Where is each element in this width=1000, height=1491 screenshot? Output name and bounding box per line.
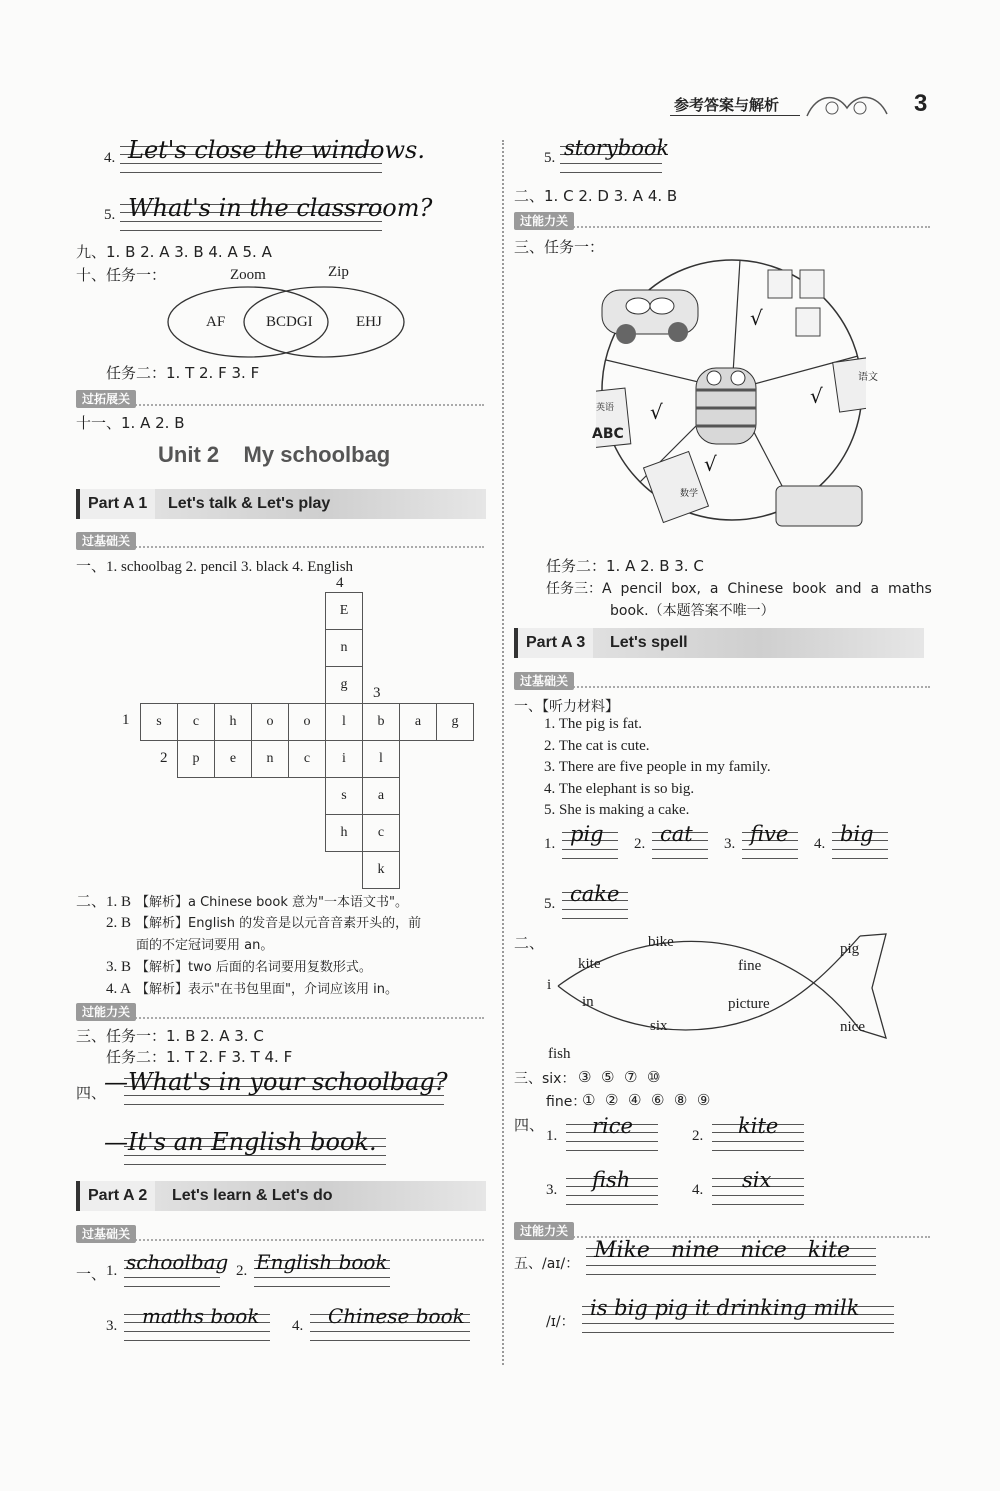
part-a1-label: Part A 1 xyxy=(76,489,155,519)
a2-word-no: 3. xyxy=(106,1318,118,1334)
a1-q4-line2: —It's an English book. xyxy=(124,1138,386,1164)
a1-q2-no: 3. B xyxy=(106,959,132,975)
wheel-check-3: √ xyxy=(650,400,663,424)
spell-word-5: cake xyxy=(562,892,628,918)
fish-six: six xyxy=(650,1018,668,1034)
fish-diagram xyxy=(540,930,890,1040)
q3a-label: 三、six： xyxy=(514,1071,576,1087)
left-q10-label: 十、任务一： xyxy=(76,266,167,284)
tag-skill-1: 过能力关 xyxy=(76,1003,484,1021)
cw-cell: a xyxy=(400,704,437,741)
a1-q2-text: 面的不定冠词要用 an。 xyxy=(136,938,274,953)
part-a1-banner xyxy=(76,489,486,519)
cw-cell: o xyxy=(289,704,326,741)
cw-cell: k xyxy=(363,852,400,889)
spell-word-2: cat xyxy=(652,832,708,858)
wheel-maths-label: 数学 xyxy=(680,489,699,499)
cw-cell: E xyxy=(326,593,363,630)
left-q4-answer: Let's close the windows. xyxy=(120,146,382,172)
unit-title: Unit 2 My schoolbag xyxy=(158,442,391,467)
venn-both: BCDGI xyxy=(266,314,313,330)
right-q5-answer: storybook xyxy=(560,146,662,172)
listen-list xyxy=(544,716,771,824)
column-divider xyxy=(502,140,504,1365)
a1-q2-no: 4. A xyxy=(106,981,132,997)
cw-cell: h xyxy=(326,815,363,852)
wheel-check-4: √ xyxy=(704,452,717,476)
header-rule xyxy=(670,115,800,116)
cw-cell: i xyxy=(326,741,363,778)
a1-q1: 一、1. schoolbag 2. pencil 3. black 4. English xyxy=(76,559,354,575)
fish-in: in xyxy=(582,994,594,1010)
part-a3-banner xyxy=(514,628,924,658)
venn-left-name: Zoom xyxy=(230,267,266,283)
right-q4-label: 四、 xyxy=(514,1116,545,1134)
venn-right-name: Zip xyxy=(328,264,349,280)
cw-cell: l xyxy=(326,704,363,741)
wheel-chinese-label: 语文 xyxy=(858,372,878,383)
task3-a: 任务三：A pencil box, a Chinese book and a maths xyxy=(546,581,932,597)
right-q4-no: 3. xyxy=(546,1182,558,1198)
cw-cell: s xyxy=(326,778,363,815)
fish-kite: kite xyxy=(578,956,601,972)
wheel-english-label: 英语 xyxy=(596,403,615,413)
right-q3-label: 三、任务一： xyxy=(514,238,605,256)
left-q9: 九、1. B 2. A 3. B 4. A 5. A xyxy=(76,243,272,261)
cw-cell: c xyxy=(289,741,326,778)
fish-bike: bike xyxy=(648,934,674,950)
a2-word-no: 2. xyxy=(236,1263,248,1279)
cw-cell: n xyxy=(252,741,289,778)
q5b-answer: is big pig it drinking milk xyxy=(582,1306,894,1332)
right-q2: 二、1. C 2. D 3. A 4. B xyxy=(514,187,678,205)
schoolbag-icon xyxy=(696,368,756,444)
a1-q4-label: 四、 xyxy=(76,1084,107,1102)
right-q5-label: 5. xyxy=(544,150,556,166)
wheel-check-2: √ xyxy=(810,384,823,408)
task2: 任务二：1. A 2. B 3. C xyxy=(546,557,704,575)
a1-q2-block xyxy=(76,890,496,1000)
a2-word-4: Chinese book xyxy=(310,1314,470,1340)
fish-q-label: 二、 xyxy=(514,934,545,952)
spell-word-1: pig xyxy=(562,832,618,858)
q5a-answer: Mike nine nice kite xyxy=(586,1248,876,1274)
a2-word-2: English book xyxy=(254,1260,390,1286)
listen-item: 1. The pig is fat. xyxy=(544,716,643,732)
listen-item: 2. The cat is cute. xyxy=(544,737,650,754)
venn-left-only: AF xyxy=(206,314,226,330)
q5b-label: /ɪ/： xyxy=(546,1314,575,1330)
part-a2-banner xyxy=(76,1181,486,1211)
page-number: 3 xyxy=(914,90,928,117)
spell-no: 1. xyxy=(544,836,556,852)
venn-right-only: EHJ xyxy=(356,314,382,330)
right-q4-no: 1. xyxy=(546,1128,558,1144)
a1-q2-text: 【解析】a Chinese book 意为"一本语文书"。 xyxy=(136,895,408,910)
crossword-grid xyxy=(140,592,474,889)
listen-item: 5. She is making a cake. xyxy=(544,802,690,818)
cw-cell: s xyxy=(141,704,178,741)
a1-q4-line1: —What's in your schoolbag? xyxy=(124,1078,444,1104)
fish-fine: fine xyxy=(738,958,762,974)
left-q5-label: 5. xyxy=(104,207,116,223)
part-a2-title: Let's learn & Let's do xyxy=(172,1187,333,1204)
cw-cell: h xyxy=(215,704,252,741)
right-q4-word-3: fish xyxy=(566,1178,658,1204)
right-q4-word-2: kite xyxy=(712,1124,804,1150)
a1-q2-text: 【解析】表示"在书包里面"，介词应该用 in。 xyxy=(136,982,398,997)
right-q4-word-1: rice xyxy=(566,1124,658,1150)
a1-q2-no: 二、1. B xyxy=(76,894,132,910)
header-title: 参考答案与解析 xyxy=(674,96,780,114)
part-a1-title: Let's talk & Let's play xyxy=(168,495,331,512)
maths-book-icon xyxy=(644,452,709,523)
cw-cell: c xyxy=(178,704,215,741)
wheel-abc-label: ABC xyxy=(592,426,624,442)
a2-q1-label: 一、 xyxy=(76,1265,107,1283)
right-q4-word-4: six xyxy=(712,1178,804,1204)
a1-q3a: 三、任务一：1. B 2. A 3. C xyxy=(76,1027,264,1045)
cw-num-2: 2 xyxy=(160,750,168,766)
spell-no: 4. xyxy=(814,836,826,852)
cw-cell: l xyxy=(363,741,400,778)
spell-no: 5. xyxy=(544,896,556,912)
cw-cell: b xyxy=(363,704,400,741)
cw-cell: e xyxy=(215,741,252,778)
left-q11: 十一、1. A 2. B xyxy=(76,414,185,432)
a1-q2-text: 【解析】two 后面的名词要用复数形式。 xyxy=(136,960,372,975)
pencil-box-icon xyxy=(776,486,862,526)
toy-car-icon xyxy=(602,290,698,344)
a1-q3b: 任务二：1. T 2. F 3. T 4. F xyxy=(106,1048,293,1066)
part-a3-label: Part A 3 xyxy=(514,628,593,658)
answer-wheel xyxy=(596,250,866,530)
listen-item: 3. There are five people in my family. xyxy=(544,759,771,775)
fish-fish: fish xyxy=(548,1046,571,1062)
left-q4-label: 4. xyxy=(104,150,116,166)
a1-q2-text: 【解析】English 的发音是以元音音素开头的，前 xyxy=(136,916,422,931)
a2-word-no: 4. xyxy=(292,1318,304,1334)
part-a3-title: Let's spell xyxy=(610,634,688,651)
header-ornament-icon xyxy=(802,88,892,122)
a2-word-1: schoolbag xyxy=(124,1260,220,1286)
a2-word-3: maths book xyxy=(124,1314,270,1340)
spell-no: 2. xyxy=(634,836,646,852)
part-a2-label: Part A 2 xyxy=(76,1181,155,1211)
left-q10-task2: 任务二：1. T 2. F 3. F xyxy=(106,364,260,382)
chinese-book-icon xyxy=(833,358,866,412)
tag-extend: 过拓展关 xyxy=(76,390,484,408)
cw-cell: g xyxy=(437,704,474,741)
storybooks-icon xyxy=(768,270,824,336)
cw-num-1: 1 xyxy=(122,712,130,728)
q3b-answers: ① ② ④ ⑥ ⑧ ⑨ xyxy=(582,1091,711,1109)
cw-cell: p xyxy=(178,741,215,778)
listen-item: 4. The elephant is so big. xyxy=(544,780,695,797)
fish-nice: nice xyxy=(840,1019,865,1035)
fish-i: i xyxy=(547,977,552,993)
tag-basic-right: 过基础关 xyxy=(514,672,930,690)
q3b-label: fine： xyxy=(546,1094,587,1110)
fish-pig: pig xyxy=(840,941,860,957)
q3a-answers: ③ ⑤ ⑦ ⑩ xyxy=(578,1068,661,1086)
fish-picture: picture xyxy=(728,996,770,1012)
cw-cell: c xyxy=(363,815,400,852)
right-q4-no: 4. xyxy=(692,1182,704,1198)
q5a-label: 五、/aɪ/： xyxy=(514,1256,580,1272)
left-q5-answer: What's in the classroom? xyxy=(120,204,382,230)
cw-cell: o xyxy=(252,704,289,741)
task3-b: book.（本题答案不唯一） xyxy=(610,603,775,619)
tag-skill-right: 过能力关 xyxy=(514,212,930,230)
tag-basic-2: 过基础关 xyxy=(76,1225,484,1243)
right-q4-no: 2. xyxy=(692,1128,704,1144)
header-bar xyxy=(660,88,960,122)
cw-cell: g xyxy=(326,667,363,704)
venn-diagram xyxy=(160,262,420,362)
cw-cell: a xyxy=(363,778,400,815)
spell-word-4: big xyxy=(832,832,888,858)
a1-q2-no: 2. B xyxy=(106,915,132,931)
cw-num-4: 4 xyxy=(336,575,344,591)
cw-cell: n xyxy=(326,630,363,667)
tag-skill-right-2: 过能力关 xyxy=(514,1222,930,1240)
spell-word-3: five xyxy=(742,832,798,858)
spell-no: 3. xyxy=(724,836,736,852)
wheel-check-1: √ xyxy=(750,306,763,330)
cw-num-3: 3 xyxy=(373,685,381,701)
listen-label: 一、【听力材料】 xyxy=(514,699,619,715)
tag-basic-1: 过基础关 xyxy=(76,532,484,550)
a2-word-no: 1. xyxy=(106,1263,118,1279)
